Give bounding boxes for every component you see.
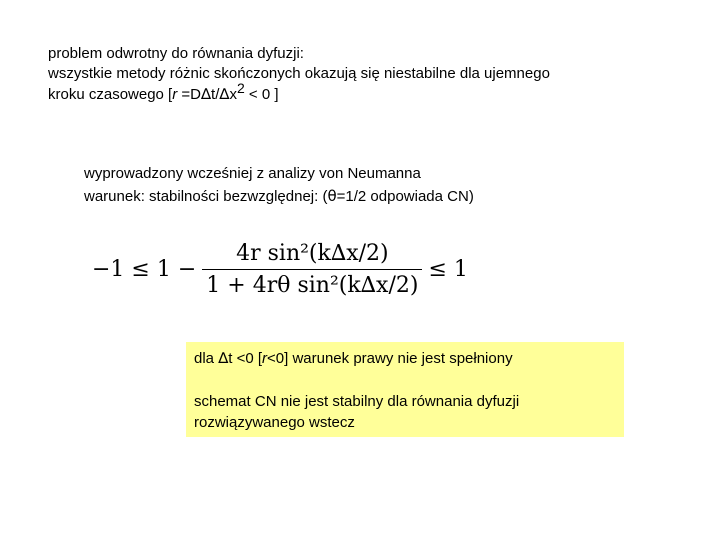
theta-symbol: θ: [327, 187, 337, 205]
intro-line-1: problem odwrotny do równania dyfuzji:: [48, 45, 304, 62]
intro-line-3-text: kroku czasowego [: [48, 86, 173, 103]
intro-line-3-sup: 2: [236, 80, 245, 96]
stability-line-2-end: =1/2 odpowiada CN): [336, 188, 474, 205]
intro-line-3-eq: =D: [177, 86, 201, 103]
stability-line-2-start: warunek: stabilności bezwzględnej: (: [84, 188, 328, 205]
highlight-note-box: [186, 342, 624, 437]
delta-symbol: ∆: [218, 349, 229, 367]
intro-line-3-end: < 0 ]: [244, 86, 279, 103]
note-paragraph-2: schemat CN nie jest stabilny dla równania dyfuzji rozwiązywanego wstecz: [194, 393, 520, 431]
formula-left: −1 ≤ 1 −: [92, 256, 197, 282]
formula-fraction: [202, 241, 422, 298]
note-line-1-mid: t <0 [: [228, 350, 263, 367]
stability-line-2: [84, 185, 704, 208]
intro-line-2: wszystkie metody różnic skończonych okazują się niestabilne dla ujemnego: [48, 65, 550, 82]
stability-formula: [92, 236, 468, 302]
intro-text: [48, 44, 708, 105]
delta-symbol: ∆: [201, 85, 212, 103]
stability-line-1: wyprowadzony wcześniej z analizy von Neumanna: [84, 165, 421, 182]
formula-numerator: 4r sin²(k∆x/2): [236, 240, 389, 266]
note-line-1-start: dla: [194, 350, 219, 367]
intro-line-3-r: r: [172, 86, 178, 103]
stability-text: [84, 163, 704, 208]
intro-line-3: [48, 80, 708, 105]
note-line-1-r: r: [262, 350, 268, 367]
intro-line-3-t: t/: [211, 86, 220, 103]
formula-denominator: 1 + 4rθ sin²(k∆x/2): [202, 269, 422, 298]
note-line-1: [194, 348, 513, 369]
formula-right: ≤ 1: [428, 256, 468, 282]
intro-line-3-x: x: [229, 86, 237, 103]
delta-symbol: ∆: [219, 85, 230, 103]
note-line-1-end: <0] warunek prawy nie jest spełniony: [267, 350, 513, 367]
